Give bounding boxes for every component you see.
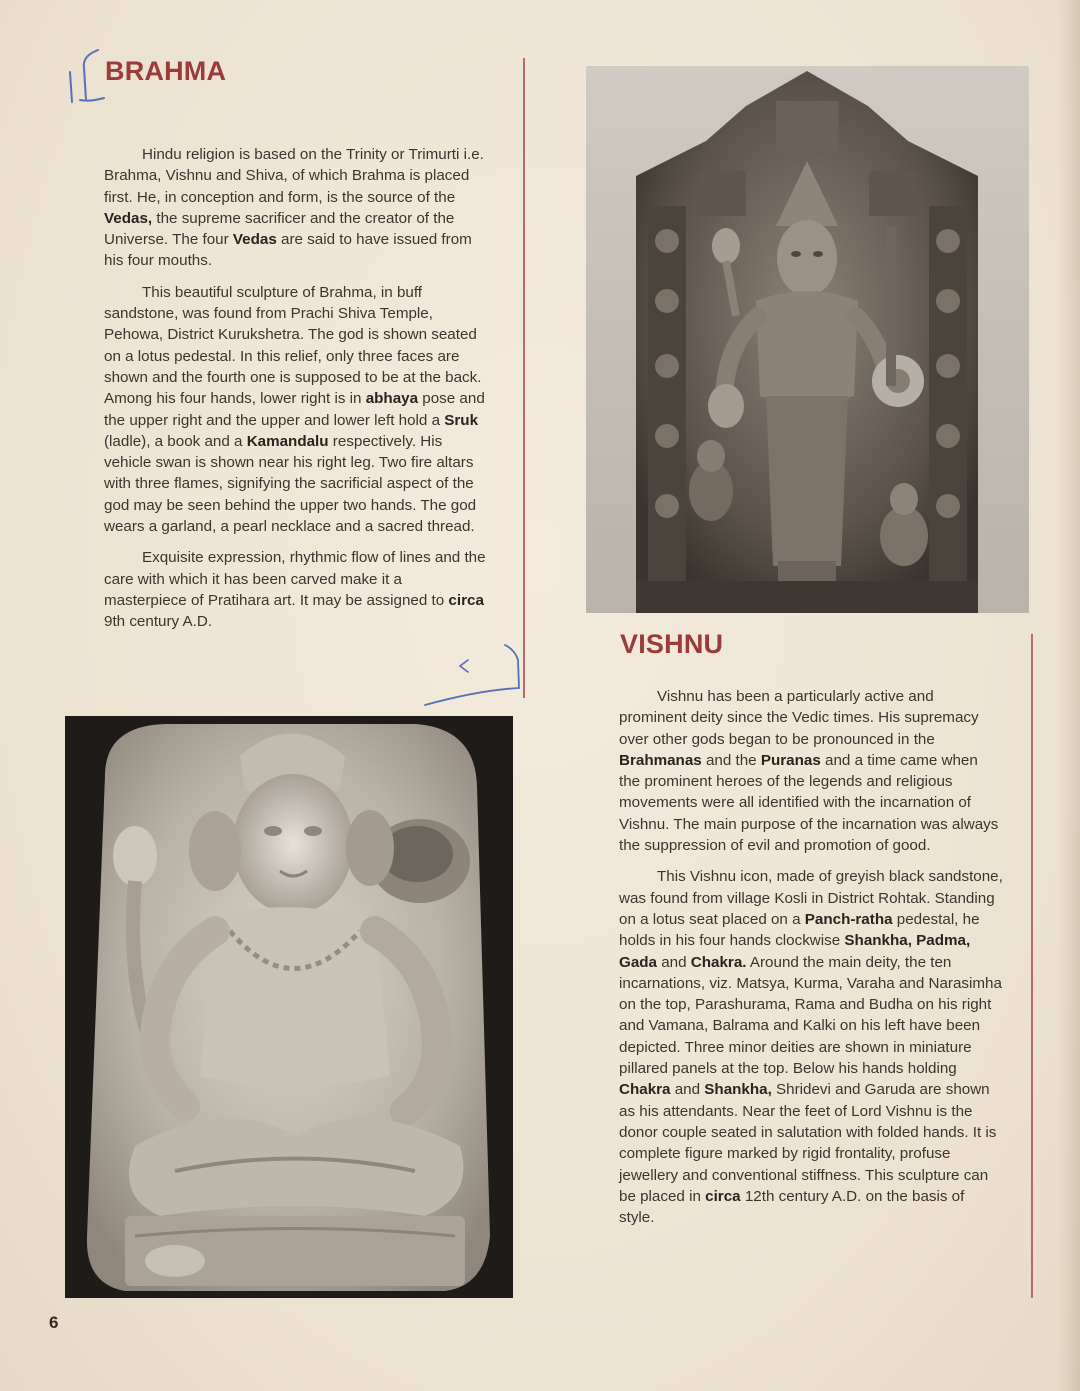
brahma-text-run: Hindu religion is based on the Trinity or Trimurti i.e. Brahma, Vishnu and Shiva, of which Brahma is placed first. He, in conception and form, is the source of the bbox=[104, 146, 484, 206]
brahma-bold-term: Vedas, bbox=[104, 209, 153, 227]
brahma-text-run: are said to have issued from his four mouths. bbox=[104, 231, 472, 270]
brahma-bold-term: Vedas bbox=[232, 231, 277, 249]
vishnu-text-run: and a time came when the prominent heroes of the legends and religious movements were all identified with the incarnation of Vishnu. The main purpose of the incarnation was always the suppression of evil and promotion of good. bbox=[619, 751, 999, 855]
vishnu-text-run: and bbox=[656, 953, 691, 971]
brahma-paragraph bbox=[104, 282, 488, 538]
brahma-sculpture-image bbox=[65, 716, 513, 1298]
vishnu-bold-term: Chakra. bbox=[690, 953, 747, 971]
brahma-paragraph bbox=[104, 547, 488, 632]
vishnu-text-run: Vishnu has been a particularly active and prominent deity since the Vedic times. His supremacy over other gods began to be pronounced in the bbox=[619, 688, 979, 748]
brahma-text-run: respectively. His vehicle swan is shown near his right leg. Two fire altars with three flames, signifying the sacrificial aspect of the god may be seen behind the upper two hands. The god wears a garland, a pearl necklace and a sacred thread. bbox=[104, 432, 477, 536]
brahma-heading: BRAHMA bbox=[105, 56, 227, 86]
brahma-bold-term: Sruk bbox=[444, 411, 479, 429]
brahma-text-run: 9th century A.D. bbox=[104, 613, 213, 631]
vishnu-article-text bbox=[619, 686, 1003, 1228]
vishnu-paragraph bbox=[619, 686, 1003, 856]
vishnu-paragraph bbox=[619, 866, 1003, 1228]
vishnu-text-run: Shridevi and Garuda are shown as his attendants. Near the feet of Lord Vishnu is the donor couple seated in salutation with folded hands. It is complete figure marked by rigid frontality, profuse jewellery and conventional stiffness. This sculpture can be placed in bbox=[619, 1081, 997, 1205]
brahma-bold-term: abhaya bbox=[365, 390, 419, 408]
brahma-bold-term: Kamandalu bbox=[246, 432, 329, 450]
brahma-text-run: the supreme sacrificer and the creator of the Universe. The four bbox=[104, 209, 455, 249]
vishnu-bold-term: Shankha, Padma, Gada bbox=[619, 932, 971, 971]
vishnu-text-run: and bbox=[670, 1081, 705, 1099]
brahma-text-run: pose and the upper right and the upper and lower left hold a bbox=[104, 390, 485, 429]
vishnu-text-run: Around the main deity, the ten incarnations, viz. Matsya, Kurma, Varaha and Narasimha on the top, Parashurama, Rama and Budha on his right and Vamana, Balrama and Kalki on his left have been depicted. Three minor deities are shown in miniature pillared panels at the top. Below his hands holding bbox=[619, 953, 1002, 1078]
vishnu-sculpture-photo bbox=[586, 66, 1029, 613]
page-spine-shadow bbox=[1058, 0, 1080, 1391]
brahma-bold-term: circa bbox=[448, 591, 484, 609]
vishnu-bold-term: circa bbox=[705, 1187, 741, 1205]
brahma-column-rule bbox=[523, 58, 525, 698]
vishnu-text-run: 12th century A.D. on the basis of style. bbox=[619, 1187, 965, 1227]
vishnu-text-run: and the bbox=[701, 751, 761, 769]
page-number: 6 bbox=[49, 1313, 59, 1332]
vishnu-text-run: pedestal, he holds in his four hands clockwise bbox=[619, 910, 980, 950]
brahma-paragraph bbox=[104, 144, 488, 272]
vishnu-bold-term: Chakra bbox=[619, 1081, 671, 1099]
vishnu-column-rule bbox=[1031, 634, 1033, 1298]
vishnu-sculpture-image bbox=[586, 66, 1029, 613]
brahma-text-run: This beautiful sculpture of Brahma, in buff sandstone, was found from Prachi Shiva Temple, Pehowa, District Kurukshetra. The god is shown seated on a lotus pedestal. In this relief, only three faces are shown and the fourth one is supposed to be at the back. Among his four hands, lower right is in bbox=[104, 283, 482, 408]
brahma-text-run: (ladle), a book and a bbox=[104, 432, 247, 450]
brahma-sculpture-photo bbox=[65, 716, 513, 1298]
vishnu-bold-term: Shankha, bbox=[704, 1081, 772, 1099]
vishnu-bold-term: Brahmanas bbox=[619, 751, 702, 769]
vishnu-heading: VISHNU bbox=[620, 629, 724, 659]
vishnu-text-run: This Vishnu icon, made of greyish black sandstone, was found from village Kosli in District Rohtak. Standing on a lotus seat placed on a bbox=[619, 868, 1003, 928]
vishnu-bold-term: Panch-ratha bbox=[804, 910, 893, 928]
brahma-text-run: Exquisite expression, rhythmic flow of lines and the care with which it has been carved make it a masterpiece of Pratihara art. It may be assigned to bbox=[104, 549, 486, 609]
vishnu-bold-term: Puranas bbox=[760, 751, 821, 769]
brahma-article-text bbox=[104, 144, 488, 633]
